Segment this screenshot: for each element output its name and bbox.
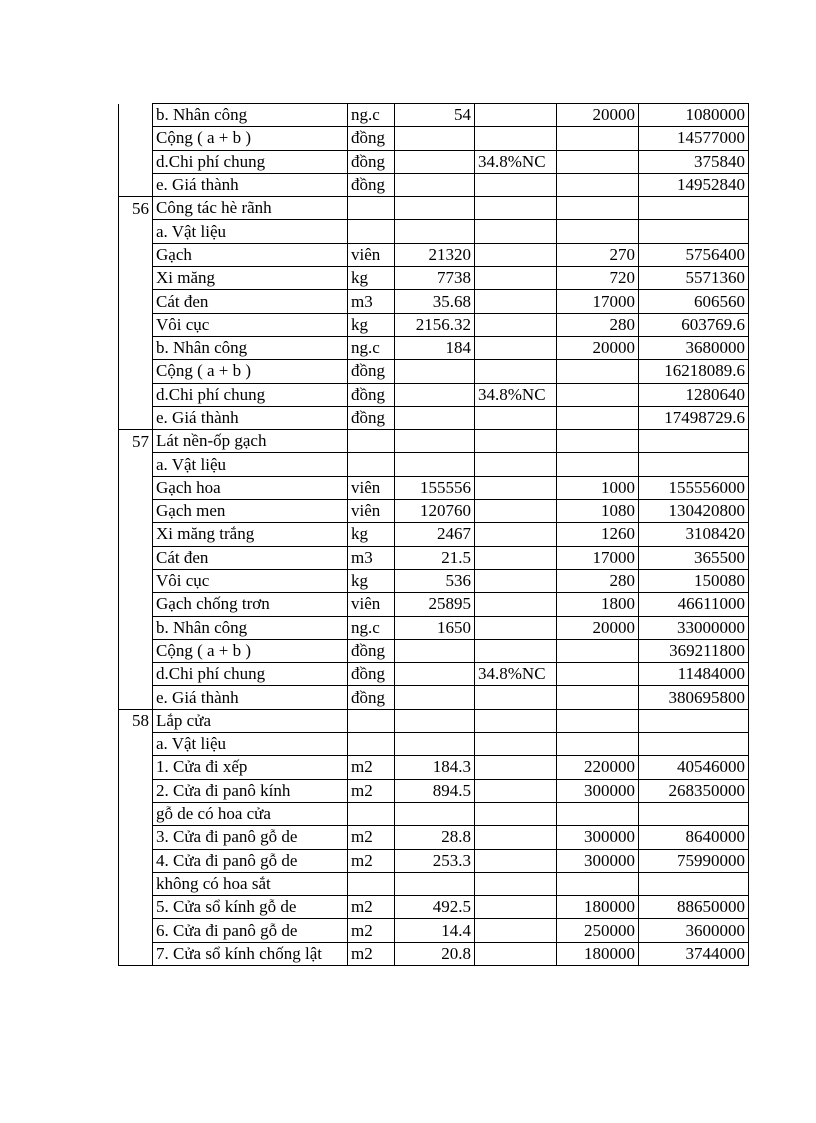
quantity-cell: 1650 bbox=[395, 616, 475, 639]
quantity-cell: 28.8 bbox=[395, 826, 475, 849]
unit-cell bbox=[348, 430, 395, 453]
stt-cell bbox=[119, 733, 153, 756]
unit-cell bbox=[348, 802, 395, 825]
stt-cell bbox=[119, 290, 153, 313]
rate-cell bbox=[475, 453, 557, 476]
table-row bbox=[119, 430, 749, 453]
amount-cell: 3600000 bbox=[639, 919, 749, 942]
unit-cell bbox=[348, 709, 395, 732]
amount-cell bbox=[639, 197, 749, 220]
item-name-cell: b. Nhân công bbox=[153, 336, 348, 359]
table-row bbox=[119, 336, 749, 359]
quantity-cell: 536 bbox=[395, 569, 475, 592]
item-name-cell: d.Chi phí chung bbox=[153, 383, 348, 406]
unit-cell: đồng bbox=[348, 406, 395, 429]
quantity-cell bbox=[395, 220, 475, 243]
amount-cell: 33000000 bbox=[639, 616, 749, 639]
unit-cell: m2 bbox=[348, 919, 395, 942]
rate-cell bbox=[475, 686, 557, 709]
unit-price-cell bbox=[557, 360, 639, 383]
amount-cell: 155556000 bbox=[639, 476, 749, 499]
quantity-cell bbox=[395, 406, 475, 429]
stt-cell bbox=[119, 500, 153, 523]
quantity-cell: 894.5 bbox=[395, 779, 475, 802]
amount-cell bbox=[639, 872, 749, 895]
rate-cell bbox=[475, 709, 557, 732]
unit-cell: kg bbox=[348, 267, 395, 290]
item-name-cell: Cộng ( a + b ) bbox=[153, 127, 348, 150]
amount-cell: 3680000 bbox=[639, 336, 749, 359]
item-name-cell: e. Giá thành bbox=[153, 686, 348, 709]
table-row bbox=[119, 942, 749, 965]
amount-cell: 369211800 bbox=[639, 639, 749, 662]
unit-price-cell: 280 bbox=[557, 569, 639, 592]
item-name-cell: không có hoa sắt bbox=[153, 872, 348, 895]
quantity-cell: 54 bbox=[395, 104, 475, 127]
unit-cell: kg bbox=[348, 313, 395, 336]
stt-cell: 56 bbox=[119, 197, 153, 220]
table-row bbox=[119, 569, 749, 592]
unit-cell: đồng bbox=[348, 173, 395, 196]
table-row bbox=[119, 802, 749, 825]
unit-price-cell: 250000 bbox=[557, 919, 639, 942]
quantity-cell bbox=[395, 639, 475, 662]
unit-price-cell: 17000 bbox=[557, 290, 639, 313]
rate-cell bbox=[475, 267, 557, 290]
quantity-cell: 492.5 bbox=[395, 896, 475, 919]
unit-cell: m3 bbox=[348, 546, 395, 569]
stt-cell bbox=[119, 872, 153, 895]
rate-cell bbox=[475, 896, 557, 919]
stt-cell bbox=[119, 406, 153, 429]
stt-cell bbox=[119, 919, 153, 942]
unit-price-cell bbox=[557, 663, 639, 686]
table-row bbox=[119, 733, 749, 756]
item-name-cell: e. Giá thành bbox=[153, 406, 348, 429]
rate-cell bbox=[475, 197, 557, 220]
unit-cell bbox=[348, 453, 395, 476]
item-name-cell: b. Nhân công bbox=[153, 616, 348, 639]
stt-cell bbox=[119, 336, 153, 359]
amount-cell bbox=[639, 220, 749, 243]
rate-cell bbox=[475, 802, 557, 825]
unit-price-cell: 1000 bbox=[557, 476, 639, 499]
amount-cell: 88650000 bbox=[639, 896, 749, 919]
stt-cell bbox=[119, 173, 153, 196]
quantity-cell: 7738 bbox=[395, 267, 475, 290]
rate-cell bbox=[475, 336, 557, 359]
quantity-cell bbox=[395, 360, 475, 383]
rate-cell: 34.8%NC bbox=[475, 383, 557, 406]
table-row bbox=[119, 383, 749, 406]
rate-cell bbox=[475, 220, 557, 243]
table-row bbox=[119, 779, 749, 802]
table-row bbox=[119, 709, 749, 732]
unit-cell: viên bbox=[348, 593, 395, 616]
stt-cell bbox=[119, 826, 153, 849]
unit-cell: m2 bbox=[348, 942, 395, 965]
unit-price-cell: 17000 bbox=[557, 546, 639, 569]
item-name-cell: d.Chi phí chung bbox=[153, 663, 348, 686]
table-row bbox=[119, 826, 749, 849]
table-row bbox=[119, 500, 749, 523]
rate-cell bbox=[475, 639, 557, 662]
unit-cell bbox=[348, 733, 395, 756]
item-name-cell: a. Vật liệu bbox=[153, 733, 348, 756]
rate-cell bbox=[475, 243, 557, 266]
table-row bbox=[119, 360, 749, 383]
item-name-cell: Lát nền-ốp gạch bbox=[153, 430, 348, 453]
item-name-cell: Vôi cục bbox=[153, 313, 348, 336]
quantity-cell bbox=[395, 802, 475, 825]
amount-cell: 150080 bbox=[639, 569, 749, 592]
unit-price-cell bbox=[557, 639, 639, 662]
table-row bbox=[119, 313, 749, 336]
amount-cell bbox=[639, 453, 749, 476]
quantity-cell: 21.5 bbox=[395, 546, 475, 569]
item-name-cell: a. Vật liệu bbox=[153, 220, 348, 243]
unit-price-cell bbox=[557, 383, 639, 406]
rate-cell bbox=[475, 826, 557, 849]
unit-price-cell bbox=[557, 686, 639, 709]
quantity-cell bbox=[395, 383, 475, 406]
table-row bbox=[119, 756, 749, 779]
amount-cell: 46611000 bbox=[639, 593, 749, 616]
table-row bbox=[119, 872, 749, 895]
item-name-cell: Gạch hoa bbox=[153, 476, 348, 499]
table-row bbox=[119, 173, 749, 196]
table-row bbox=[119, 127, 749, 150]
stt-cell bbox=[119, 779, 153, 802]
unit-cell: đồng bbox=[348, 663, 395, 686]
quantity-cell bbox=[395, 872, 475, 895]
amount-cell: 11484000 bbox=[639, 663, 749, 686]
unit-price-cell: 1800 bbox=[557, 593, 639, 616]
item-name-cell: 7. Cửa sổ kính chống lật bbox=[153, 942, 348, 965]
quantity-cell bbox=[395, 453, 475, 476]
rate-cell bbox=[475, 360, 557, 383]
stt-cell: 58 bbox=[119, 709, 153, 732]
unit-price-cell: 300000 bbox=[557, 826, 639, 849]
unit-price-cell: 1080 bbox=[557, 500, 639, 523]
rate-cell: 34.8%NC bbox=[475, 663, 557, 686]
quantity-cell bbox=[395, 150, 475, 173]
unit-price-cell: 720 bbox=[557, 267, 639, 290]
stt-cell bbox=[119, 360, 153, 383]
table-row bbox=[119, 406, 749, 429]
unit-price-cell bbox=[557, 406, 639, 429]
unit-cell bbox=[348, 220, 395, 243]
quantity-cell: 253.3 bbox=[395, 849, 475, 872]
unit-price-cell: 20000 bbox=[557, 616, 639, 639]
item-name-cell: 6. Cửa đi panô gỗ de bbox=[153, 919, 348, 942]
amount-cell: 8640000 bbox=[639, 826, 749, 849]
stt-cell bbox=[119, 849, 153, 872]
amount-cell: 130420800 bbox=[639, 500, 749, 523]
rate-cell bbox=[475, 523, 557, 546]
amount-cell bbox=[639, 709, 749, 732]
item-name-cell: 3. Cửa đi panô gỗ de bbox=[153, 826, 348, 849]
quantity-cell: 14.4 bbox=[395, 919, 475, 942]
unit-price-cell bbox=[557, 733, 639, 756]
unit-price-cell bbox=[557, 802, 639, 825]
stt-cell bbox=[119, 476, 153, 499]
rate-cell bbox=[475, 756, 557, 779]
amount-cell: 3108420 bbox=[639, 523, 749, 546]
amount-cell: 14577000 bbox=[639, 127, 749, 150]
amount-cell: 3744000 bbox=[639, 942, 749, 965]
stt-cell bbox=[119, 756, 153, 779]
item-name-cell: d.Chi phí chung bbox=[153, 150, 348, 173]
table-row bbox=[119, 616, 749, 639]
item-name-cell: Gạch chống trơn bbox=[153, 593, 348, 616]
rate-cell bbox=[475, 430, 557, 453]
stt-cell bbox=[119, 127, 153, 150]
rate-cell bbox=[475, 546, 557, 569]
rate-cell bbox=[475, 290, 557, 313]
unit-price-cell bbox=[557, 872, 639, 895]
amount-cell: 375840 bbox=[639, 150, 749, 173]
amount-cell: 17498729.6 bbox=[639, 406, 749, 429]
amount-cell: 5571360 bbox=[639, 267, 749, 290]
unit-cell: đồng bbox=[348, 360, 395, 383]
amount-cell: 75990000 bbox=[639, 849, 749, 872]
amount-cell bbox=[639, 430, 749, 453]
amount-cell: 40546000 bbox=[639, 756, 749, 779]
unit-cell: đồng bbox=[348, 150, 395, 173]
rate-cell bbox=[475, 872, 557, 895]
rate-cell bbox=[475, 942, 557, 965]
unit-cell: m2 bbox=[348, 826, 395, 849]
item-name-cell: Gạch bbox=[153, 243, 348, 266]
rate-cell bbox=[475, 173, 557, 196]
quantity-cell: 20.8 bbox=[395, 942, 475, 965]
table-row bbox=[119, 150, 749, 173]
unit-cell: viên bbox=[348, 243, 395, 266]
amount-cell: 16218089.6 bbox=[639, 360, 749, 383]
unit-price-cell: 220000 bbox=[557, 756, 639, 779]
item-name-cell: Công tác hè rãnh bbox=[153, 197, 348, 220]
unit-price-cell: 180000 bbox=[557, 896, 639, 919]
unit-price-cell bbox=[557, 150, 639, 173]
unit-cell: ng.c bbox=[348, 104, 395, 127]
rate-cell bbox=[475, 406, 557, 429]
item-name-cell: b. Nhân công bbox=[153, 104, 348, 127]
amount-cell: 5756400 bbox=[639, 243, 749, 266]
unit-price-cell bbox=[557, 430, 639, 453]
stt-cell bbox=[119, 150, 153, 173]
cost-estimate-table bbox=[118, 103, 749, 966]
stt-cell bbox=[119, 569, 153, 592]
unit-cell: đồng bbox=[348, 127, 395, 150]
unit-cell: m2 bbox=[348, 849, 395, 872]
stt-cell bbox=[119, 220, 153, 243]
stt-cell bbox=[119, 896, 153, 919]
item-name-cell: 4. Cửa đi panô gỗ de bbox=[153, 849, 348, 872]
table-row bbox=[119, 476, 749, 499]
stt-cell bbox=[119, 313, 153, 336]
item-name-cell: Vôi cục bbox=[153, 569, 348, 592]
stt-cell bbox=[119, 243, 153, 266]
unit-cell: viên bbox=[348, 500, 395, 523]
table-row bbox=[119, 896, 749, 919]
quantity-cell bbox=[395, 733, 475, 756]
unit-cell: m3 bbox=[348, 290, 395, 313]
item-name-cell: 2. Cửa đi panô kính bbox=[153, 779, 348, 802]
table-row bbox=[119, 523, 749, 546]
stt-cell bbox=[119, 383, 153, 406]
rate-cell bbox=[475, 733, 557, 756]
rate-cell bbox=[475, 104, 557, 127]
quantity-cell bbox=[395, 663, 475, 686]
item-name-cell: Cát đen bbox=[153, 546, 348, 569]
unit-price-cell: 300000 bbox=[557, 779, 639, 802]
stt-cell bbox=[119, 616, 153, 639]
amount-cell: 365500 bbox=[639, 546, 749, 569]
stt-cell bbox=[119, 663, 153, 686]
quantity-cell: 2156.32 bbox=[395, 313, 475, 336]
table-row bbox=[119, 849, 749, 872]
stt-cell bbox=[119, 267, 153, 290]
amount-cell: 380695800 bbox=[639, 686, 749, 709]
quantity-cell: 35.68 bbox=[395, 290, 475, 313]
rate-cell bbox=[475, 849, 557, 872]
amount-cell bbox=[639, 802, 749, 825]
table-row bbox=[119, 686, 749, 709]
amount-cell: 1280640 bbox=[639, 383, 749, 406]
table-row bbox=[119, 639, 749, 662]
unit-cell: kg bbox=[348, 523, 395, 546]
unit-price-cell bbox=[557, 197, 639, 220]
amount-cell bbox=[639, 733, 749, 756]
unit-price-cell: 300000 bbox=[557, 849, 639, 872]
stt-cell bbox=[119, 802, 153, 825]
unit-price-cell bbox=[557, 220, 639, 243]
unit-cell: đồng bbox=[348, 639, 395, 662]
quantity-cell: 184 bbox=[395, 336, 475, 359]
table-row bbox=[119, 267, 749, 290]
unit-price-cell bbox=[557, 709, 639, 732]
table-row bbox=[119, 243, 749, 266]
table-row bbox=[119, 593, 749, 616]
item-name-cell: Xi măng bbox=[153, 267, 348, 290]
quantity-cell: 155556 bbox=[395, 476, 475, 499]
unit-price-cell: 1260 bbox=[557, 523, 639, 546]
table-row bbox=[119, 104, 749, 127]
stt-cell: 57 bbox=[119, 430, 153, 453]
item-name-cell: 1. Cửa đi xếp bbox=[153, 756, 348, 779]
unit-cell: m2 bbox=[348, 896, 395, 919]
item-name-cell: Cộng ( a + b ) bbox=[153, 360, 348, 383]
table-row bbox=[119, 546, 749, 569]
unit-price-cell: 270 bbox=[557, 243, 639, 266]
unit-price-cell bbox=[557, 173, 639, 196]
table-row bbox=[119, 197, 749, 220]
stt-cell bbox=[119, 686, 153, 709]
rate-cell bbox=[475, 127, 557, 150]
unit-price-cell: 20000 bbox=[557, 104, 639, 127]
amount-cell: 1080000 bbox=[639, 104, 749, 127]
quantity-cell bbox=[395, 197, 475, 220]
quantity-cell bbox=[395, 127, 475, 150]
unit-cell: kg bbox=[348, 569, 395, 592]
rate-cell bbox=[475, 616, 557, 639]
stt-cell bbox=[119, 523, 153, 546]
rate-cell bbox=[475, 569, 557, 592]
item-name-cell: Gạch men bbox=[153, 500, 348, 523]
stt-cell bbox=[119, 639, 153, 662]
item-name-cell: Cộng ( a + b ) bbox=[153, 639, 348, 662]
amount-cell: 603769.6 bbox=[639, 313, 749, 336]
quantity-cell bbox=[395, 686, 475, 709]
unit-price-cell bbox=[557, 127, 639, 150]
unit-cell: đồng bbox=[348, 686, 395, 709]
stt-cell bbox=[119, 453, 153, 476]
quantity-cell: 184.3 bbox=[395, 756, 475, 779]
rate-cell bbox=[475, 779, 557, 802]
quantity-cell: 2467 bbox=[395, 523, 475, 546]
amount-cell: 268350000 bbox=[639, 779, 749, 802]
unit-price-cell: 280 bbox=[557, 313, 639, 336]
table-row bbox=[119, 919, 749, 942]
item-name-cell: 5. Cửa sổ kính gỗ de bbox=[153, 896, 348, 919]
unit-price-cell bbox=[557, 453, 639, 476]
quantity-cell: 21320 bbox=[395, 243, 475, 266]
item-name-cell: e. Giá thành bbox=[153, 173, 348, 196]
quantity-cell: 25895 bbox=[395, 593, 475, 616]
item-name-cell: Lắp cửa bbox=[153, 709, 348, 732]
quantity-cell bbox=[395, 430, 475, 453]
unit-price-cell: 20000 bbox=[557, 336, 639, 359]
rate-cell bbox=[475, 313, 557, 336]
quantity-cell bbox=[395, 173, 475, 196]
item-name-cell: a. Vật liệu bbox=[153, 453, 348, 476]
rate-cell bbox=[475, 593, 557, 616]
amount-cell: 14952840 bbox=[639, 173, 749, 196]
stt-cell bbox=[119, 104, 153, 127]
unit-cell: ng.c bbox=[348, 616, 395, 639]
table-row bbox=[119, 663, 749, 686]
unit-cell bbox=[348, 197, 395, 220]
unit-cell: viên bbox=[348, 476, 395, 499]
quantity-cell: 120760 bbox=[395, 500, 475, 523]
table-row bbox=[119, 220, 749, 243]
table-body bbox=[119, 104, 749, 966]
amount-cell: 606560 bbox=[639, 290, 749, 313]
item-name-cell: Xi măng trắng bbox=[153, 523, 348, 546]
table-row bbox=[119, 453, 749, 476]
stt-cell bbox=[119, 546, 153, 569]
unit-price-cell: 180000 bbox=[557, 942, 639, 965]
unit-cell bbox=[348, 872, 395, 895]
unit-cell: m2 bbox=[348, 779, 395, 802]
stt-cell bbox=[119, 942, 153, 965]
table-row bbox=[119, 290, 749, 313]
rate-cell bbox=[475, 919, 557, 942]
item-name-cell: gỗ de có hoa cửa bbox=[153, 802, 348, 825]
rate-cell: 34.8%NC bbox=[475, 150, 557, 173]
stt-cell bbox=[119, 593, 153, 616]
item-name-cell: Cát đen bbox=[153, 290, 348, 313]
unit-cell: ng.c bbox=[348, 336, 395, 359]
quantity-cell bbox=[395, 709, 475, 732]
unit-cell: đồng bbox=[348, 383, 395, 406]
rate-cell bbox=[475, 476, 557, 499]
unit-cell: m2 bbox=[348, 756, 395, 779]
rate-cell bbox=[475, 500, 557, 523]
